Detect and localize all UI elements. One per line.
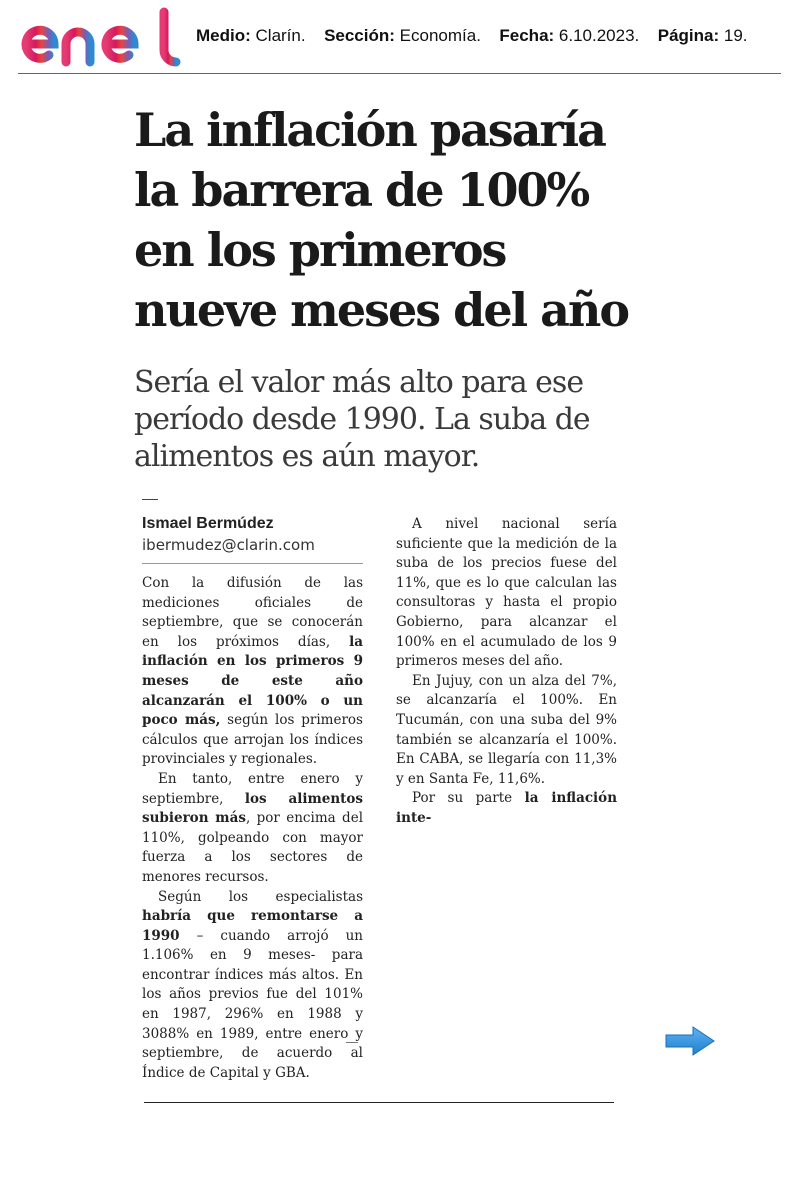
fecha-label: Fecha: (499, 26, 555, 45)
byline-divider (142, 563, 363, 564)
article-column-left (142, 574, 363, 1083)
footer-divider (144, 1102, 614, 1103)
paragraph: Según los especialistas habría que remontarse a 1990 – cuando arrojó un 1.106% en 9 meses- para encontrar índices más altos. En los años previos fue del 101% en 1987, 296% en 1988 y 3088% en 1989, entre enero y septiembre, de acuerdo al Índice de Capital y GBA. (142, 888, 363, 1081)
header-metadata (196, 26, 748, 46)
paragraph: Por su parte la inflación inte- (396, 790, 618, 826)
article-column-right (396, 515, 617, 829)
pagina-label: Página: (657, 26, 720, 45)
author-email: ibermudez@clarin.com (142, 536, 315, 554)
medio-label: Medio: (196, 26, 251, 45)
right-arrow-icon[interactable] (663, 1024, 717, 1058)
pagina-value: 19. (723, 26, 748, 45)
article-deck: Sería el valor más alto para ese período desde 1990. La suba de alimentos es aún mayor. (134, 365, 590, 474)
paragraph: En Jujuy, con un alza del 7%, se alcanzaría el 100%. En Tucumán, con una suba del 9% también se alcanzaría el 100%. En CABA, se llegaría con 11,3% y en Santa Fe, 11,6%. (396, 672, 617, 787)
seccion-label: Sección: (324, 26, 395, 45)
article-headline: La inflación pasaría la barrera de 100% en los primeros nueve meses del año (134, 103, 629, 337)
medio-value: Clarín. (255, 26, 306, 45)
seccion-value: Economía. (399, 26, 481, 45)
paragraph: En tanto, entre enero y septiembre, los alimentos subieron más, por encima del 110%, golpeando con mayor fuerza a los sectores de menores recursos. (142, 770, 364, 885)
author-name: Ismael Bermúdez (142, 515, 274, 532)
paragraph: A nivel nacional sería suficiente que la medición de la suba de los precios fuese del 11%, que es lo que calculan las consultoras y hasta el propio Gobierno, para alcanzar el 100% en el acumulado de los 9 primeros meses del año. (396, 516, 617, 670)
paragraph: Con la difusión de las mediciones oficiales de septiembre, que se conocerán en los próximos días, la inflación en los primeros 9 meses de este año alcanzarán el 100% o un poco más, según los primeros cálculos que arrojan los índices provinciales y regionales. (142, 575, 363, 768)
fecha-value: 6.10.2023. (558, 26, 640, 45)
header-divider (18, 73, 781, 74)
enel-logo (18, 4, 183, 70)
byline-dash (142, 499, 158, 500)
column-end-mark (346, 1042, 358, 1043)
